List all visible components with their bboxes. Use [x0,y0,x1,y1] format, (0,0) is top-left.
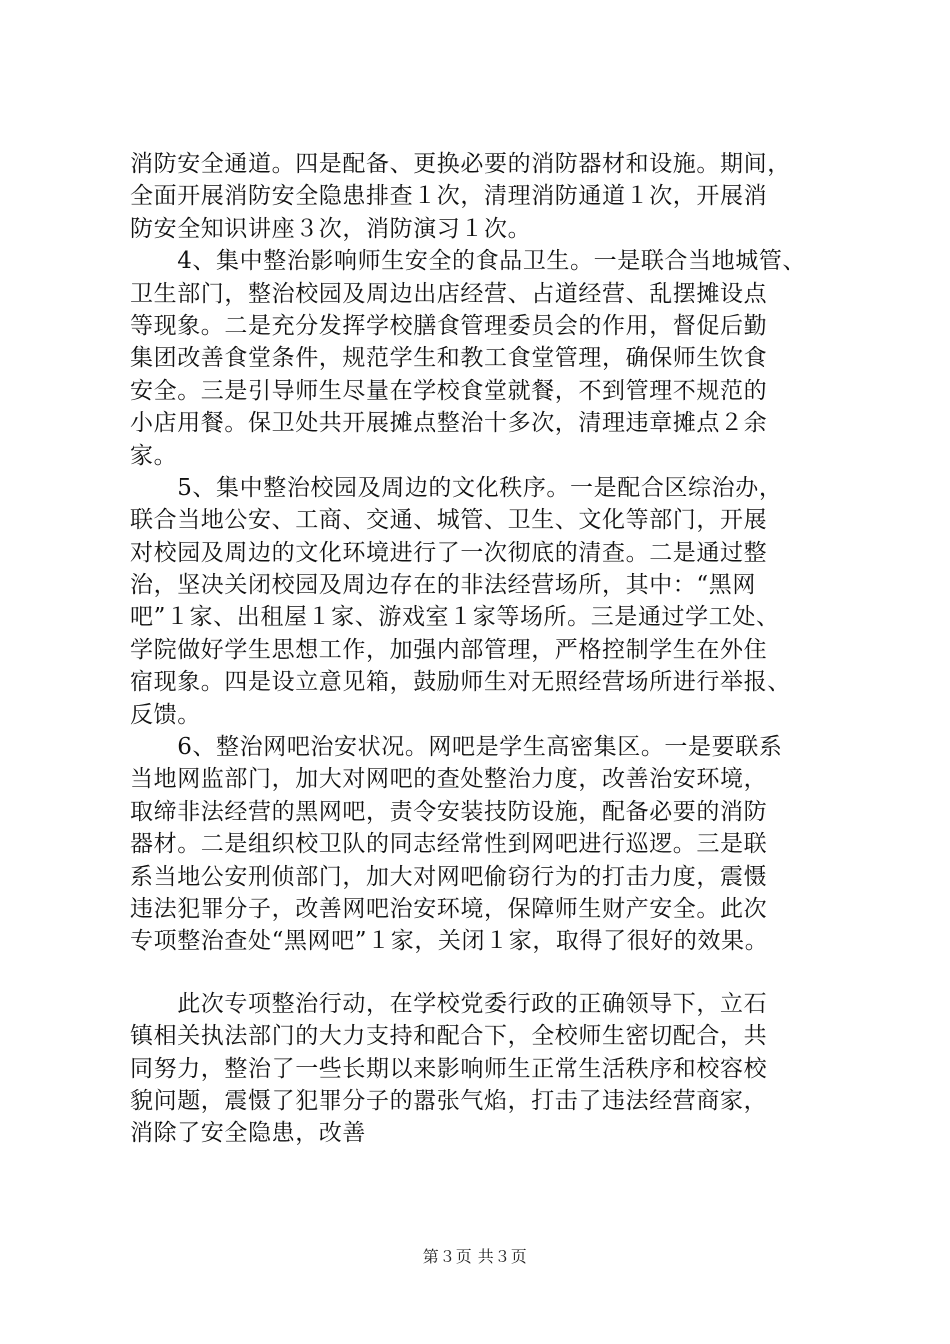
text-line: 宿现象。四是设立意见箱，鼓励师生对无照经营场所进行举报、 [130,669,791,696]
text-line: 全面开展消防安全隐患排查１次，清理消防通道１次，开展消 [130,183,768,210]
text-line: 系当地公安刑侦部门，加大对网吧偷窃行为的打击力度，震慑 [130,863,768,890]
text-line: 当地网监部门，加大对网吧的查处整治力度，改善治安环境， [130,766,768,793]
text-line: 吧”１家、出租屋１家、游戏室１家等场所。三是通过学工处、 [130,604,780,631]
paragraph [130,148,830,245]
text-line: 卫生部门，整治校园及周边出店经营、占道经营、乱摆摊设点 [130,280,768,307]
text-line: 5、集中整治校园及周边的文化秩序。一是配合区综治办， [130,474,783,501]
text-line: 消防安全通道。四是配备、更换必要的消防器材和设施。期间， [130,151,791,177]
text-line: 安全。三是引导师生尽量在学校食堂就餐，不到管理不规范的 [130,377,768,404]
text-line: 联合当地公安、工商、交通、城管、卫生、文化等部门，开展 [130,507,768,534]
text-line: 学院做好学生思想工作，加强内部管理，严格控制学生在外住 [130,636,768,663]
text-line: 6、整治网吧治安状况。网吧是学生高密集区。一是要联系 [130,734,783,761]
text-line: 同努力，整治了一些长期以来影响师生正常生活秩序和校容校 [130,1055,768,1082]
text-line: 等现象。二是充分发挥学校膳食管理委员会的作用，督促后勤 [130,312,768,339]
paragraph [130,245,830,472]
page-footer: 第３页 共３页 [422,1247,528,1266]
paragraph-gap [130,958,830,988]
paragraph [130,988,830,1150]
text-line: 貌问题，震慑了犯罪分子的嚣张气焰，打击了违法经营商家， [130,1087,768,1114]
text-line: 取缔非法经营的黑网吧，责令安装技防设施，配备必要的消防 [130,798,768,825]
text-line: 消除了安全隐患，改善 [130,1120,366,1147]
text-line: 集团改善食堂条件，规范学生和教工食堂管理，确保师生饮食 [130,345,768,372]
text-line: 器材。二是组织校卫队的同志经常性到网吧进行巡逻。三是联 [130,831,768,858]
text-line: 治，坚决关闭校园及周边存在的非法经营场所，其中：“黑网 [130,572,756,599]
text-line: 小店用餐。保卫处共开展摊点整治十多次，清理违章摊点２余 [130,410,768,437]
text-line: 此次专项整治行动，在学校党委行政的正确领导下，立石 [130,990,768,1017]
paragraph [130,731,830,958]
text-line: 家。 [130,442,178,469]
text-line: 4、集中整治影响师生安全的食品卫生。一是联合当地城管、 [130,248,807,275]
text-line: 防安全知识讲座３次，消防演习１次。 [130,215,532,242]
text-line: 对校园及周边的文化环境进行了一次彻底的清查。二是通过整 [130,539,768,566]
text-line: 专项整治查处“黑网吧”１家，关闭１家，取得了很好的效果。 [130,928,769,955]
paragraph [130,472,830,731]
text-line: 镇相关执法部门的大力支持和配合下，全校师生密切配合，共 [130,1023,768,1050]
document-body [130,148,830,1150]
text-line: 违法犯罪分子，改善网吧治安环境，保障师生财产安全。此次 [130,895,768,922]
text-line: 反馈。 [130,701,201,728]
